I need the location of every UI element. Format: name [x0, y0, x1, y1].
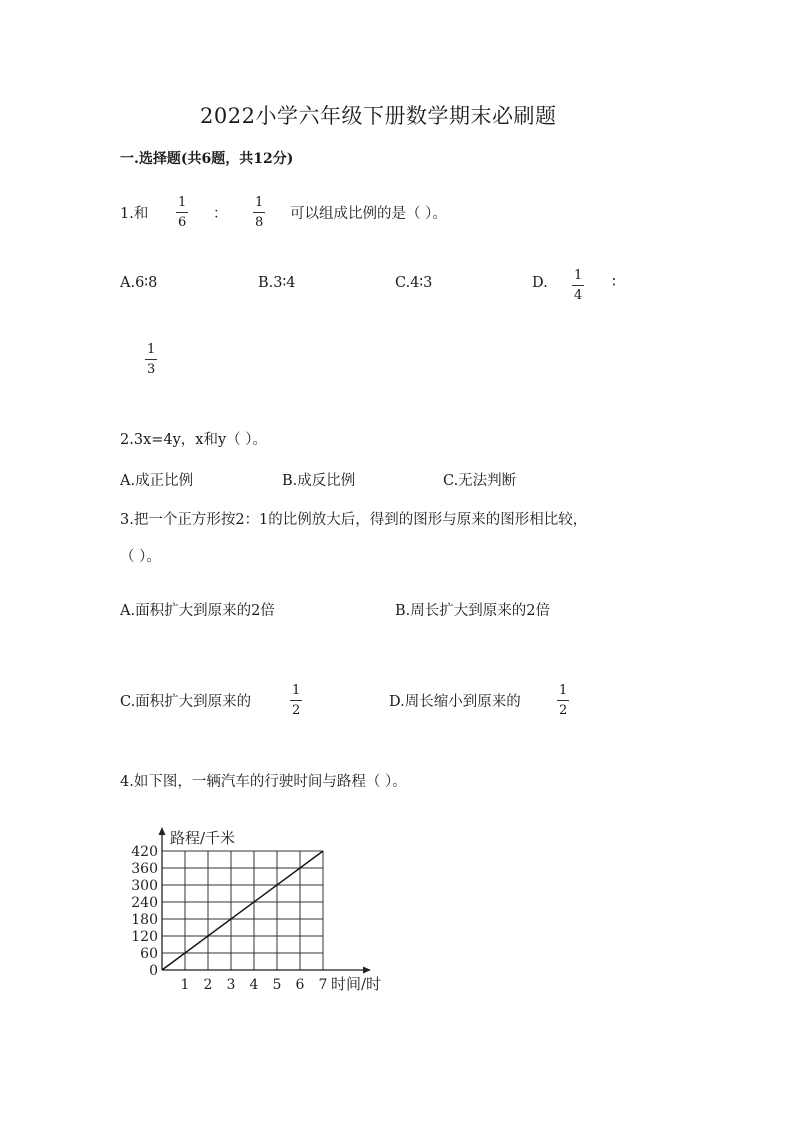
q4-text: 4.如下图，一辆汽车的行驶时间与路程（ ）。 — [120, 774, 407, 790]
q2-option-a: A.成正比例 — [120, 473, 194, 489]
x-tick-label: 3 — [226, 977, 236, 993]
q1-fraction-b — [253, 196, 265, 229]
x-tick-label: 5 — [272, 977, 282, 993]
q1-option-d-fraction-2 — [145, 343, 157, 376]
q2-text: 2.3x=4y，x和y（ ）。 — [120, 432, 268, 448]
q1-suffix: 可以组成比例的是（ ）。 — [290, 206, 447, 222]
y-tick-label: 240 — [131, 895, 158, 911]
y-tick-label: 300 — [131, 878, 158, 894]
q1-option-d-fraction-2-denominator: 3 — [147, 362, 156, 377]
q1-option-d-fraction-1 — [572, 269, 584, 302]
x-tick-label: 6 — [295, 977, 305, 993]
q1-option-a: A.6∶8 — [120, 275, 158, 291]
q3-option-d-fraction-numerator: 1 — [559, 683, 568, 698]
q1-option-d-fraction-1-numerator: 1 — [574, 268, 583, 283]
y-tick-label: 360 — [131, 861, 158, 877]
page-title: 2022小学六年级下册数学期末必刷题 — [200, 104, 557, 128]
q3-option-c-fraction-numerator: 1 — [292, 683, 301, 698]
q1-fraction-b-denominator: 8 — [255, 215, 264, 230]
q3-option-d-prefix: D.周长缩小到原来的 — [389, 694, 521, 710]
q3-option-c-prefix: C.面积扩大到原来的 — [120, 694, 252, 710]
section-heading: 一.选择题(共6题，共12分) — [120, 151, 294, 167]
distance-time-chart — [120, 820, 410, 1005]
x-tick-label: 7 — [318, 977, 328, 993]
y-tick-label: 180 — [131, 912, 158, 928]
q3-option-d-fraction-denominator: 2 — [559, 703, 568, 718]
q3-option-c-fraction-denominator: 2 — [292, 703, 301, 718]
q3-option-b: B.周长扩大到原来的2倍 — [395, 603, 550, 619]
q3-option-d-fraction — [557, 684, 569, 717]
q1-option-d-prefix: D. — [532, 275, 548, 291]
q3-line-1: 3.把一个正方形按2：1的比例放大后，得到的图形与原来的图形相比较， — [120, 512, 588, 528]
x-axis-label: 时间/时 — [331, 975, 382, 993]
q1-option-d-colon: ∶ — [612, 275, 616, 291]
q1-prefix: 1.和 — [120, 206, 149, 222]
q3-option-c-fraction — [290, 684, 302, 717]
q2-option-c: C.无法判断 — [443, 473, 517, 489]
y-axis-label: 路程/千米 — [170, 829, 236, 847]
y-axis-arrow-icon — [159, 827, 166, 835]
q1-option-d-fraction-1-denominator: 4 — [574, 288, 583, 303]
q1-fraction-a — [176, 196, 188, 229]
q3-line-2: （ ）。 — [120, 549, 161, 565]
q1-fraction-a-denominator: 6 — [178, 215, 187, 230]
series-line — [162, 851, 323, 970]
q3-option-a: A.面积扩大到原来的2倍 — [120, 603, 275, 619]
x-tick-label: 1 — [180, 977, 190, 993]
q1-fraction-a-numerator: 1 — [178, 195, 187, 210]
x-tick-label: 4 — [249, 977, 259, 993]
y-tick-label: 60 — [140, 946, 158, 962]
q1-option-c: C.4∶3 — [395, 275, 433, 291]
q1-colon: ： — [213, 206, 228, 222]
y-tick-label: 420 — [131, 844, 158, 860]
y-tick-label: 0 — [149, 963, 158, 979]
y-tick-label: 120 — [131, 929, 158, 945]
x-tick-label: 2 — [203, 977, 213, 993]
q1-option-d-fraction-2-numerator: 1 — [147, 342, 156, 357]
q1-fraction-b-numerator: 1 — [255, 195, 264, 210]
x-axis-arrow-icon — [363, 967, 371, 974]
q2-option-b: B.成反比例 — [282, 473, 356, 489]
q1-option-b: B.3∶4 — [258, 275, 296, 291]
